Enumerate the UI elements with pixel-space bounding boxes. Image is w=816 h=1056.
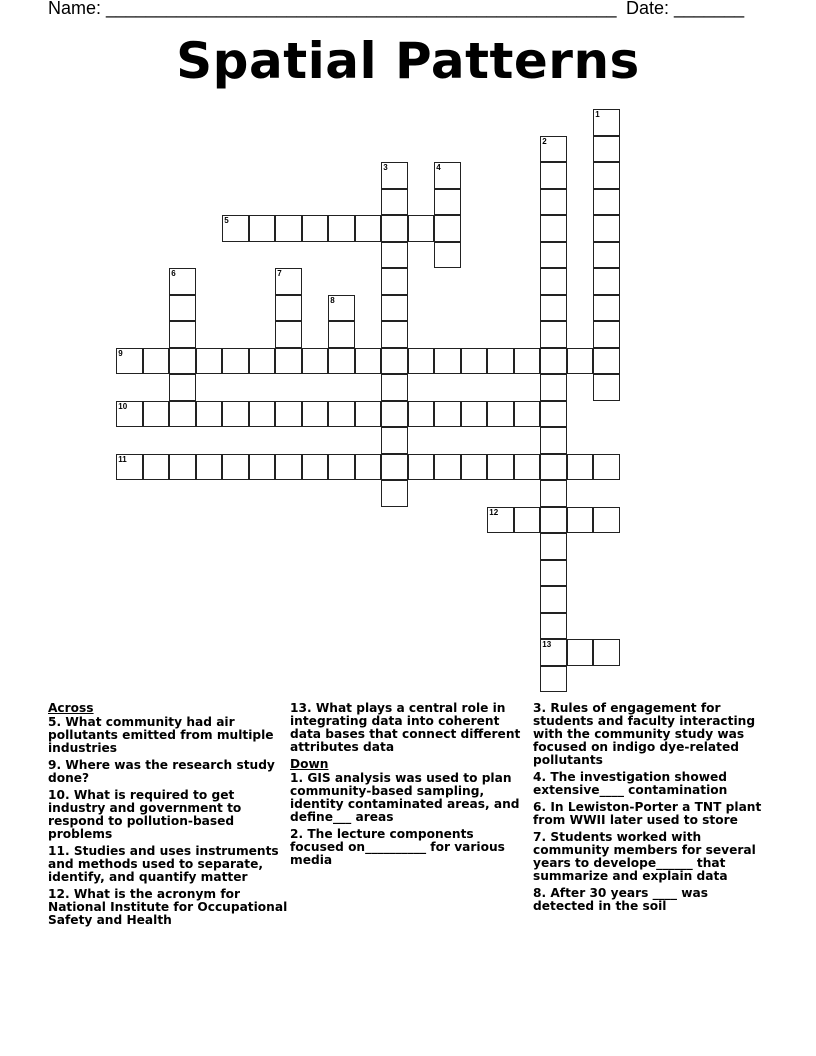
clue-down-8: [533, 887, 773, 913]
grid-cell[interactable]: [222, 401, 249, 428]
clue-down-3: [533, 702, 773, 767]
grid-cell[interactable]: [408, 401, 435, 428]
grid-cell[interactable]: [249, 401, 276, 428]
grid-cell[interactable]: [593, 507, 620, 534]
clue-text: After 30 years ____ was detected in the soil: [533, 886, 708, 913]
clue-across-9: [48, 759, 288, 785]
grid-cell[interactable]: [169, 295, 196, 322]
grid-cell[interactable]: [381, 162, 408, 189]
clue-across-10: [48, 789, 288, 841]
clue-text: GIS analysis was used to plan community-based sampling, identity contaminated areas, and define___ areas: [290, 771, 520, 824]
grid-cell[interactable]: [116, 348, 143, 375]
grid-cell[interactable]: [540, 268, 567, 295]
cell-number: 9: [118, 348, 123, 358]
grid-cell[interactable]: [381, 427, 408, 454]
grid-cell[interactable]: [540, 136, 567, 163]
grid-cell[interactable]: [355, 454, 382, 481]
cell-number: 8: [330, 295, 335, 305]
grid-cell[interactable]: [540, 189, 567, 216]
grid-cell[interactable]: [514, 401, 541, 428]
grid-cell[interactable]: [381, 295, 408, 322]
grid-cell[interactable]: [540, 401, 567, 428]
clue-text: What community had air pollutants emitted from multiple industries: [48, 715, 274, 755]
grid-cell[interactable]: [355, 401, 382, 428]
down-heading: Down: [290, 757, 329, 771]
grid-cell[interactable]: [328, 348, 355, 375]
grid-cell[interactable]: [593, 268, 620, 295]
grid-cell[interactable]: [593, 136, 620, 163]
grid-cell[interactable]: [514, 348, 541, 375]
clue-number: 1.: [290, 771, 304, 785]
grid-cell[interactable]: [143, 401, 170, 428]
grid-cell[interactable]: [275, 348, 302, 375]
grid-cell[interactable]: [222, 348, 249, 375]
clue-text: In Lewiston-Porter a TNT plant from WWII later used to store: [533, 800, 762, 827]
grid-cell[interactable]: [540, 639, 567, 666]
grid-cell[interactable]: [540, 427, 567, 454]
grid-cell[interactable]: [540, 454, 567, 481]
grid-cell[interactable]: [408, 348, 435, 375]
clue-text: What is required to get industry and government to respond to pollution-based problems: [48, 788, 242, 841]
grid-cell[interactable]: [196, 401, 223, 428]
grid-cell[interactable]: [116, 454, 143, 481]
grid-cell[interactable]: [434, 242, 461, 269]
grid-cell[interactable]: [381, 242, 408, 269]
clue-text: Where was the research study done?: [48, 758, 275, 785]
grid-cell[interactable]: [434, 454, 461, 481]
grid-cell[interactable]: [593, 189, 620, 216]
grid-cell[interactable]: [275, 454, 302, 481]
grid-cell[interactable]: [302, 401, 329, 428]
grid-cell[interactable]: [222, 215, 249, 242]
clue-number: 3.: [533, 701, 547, 715]
clue-down-1: [290, 772, 530, 824]
clues-column-2: [290, 702, 530, 871]
grid-cell[interactable]: [381, 480, 408, 507]
grid-cell[interactable]: [540, 480, 567, 507]
cell-number: 5: [224, 216, 229, 226]
grid-cell[interactable]: [593, 374, 620, 401]
clue-number: 13.: [290, 701, 312, 715]
grid-cell[interactable]: [434, 348, 461, 375]
grid-cell[interactable]: [514, 507, 541, 534]
clue-text: Rules of engagement for students and faculty interacting with the community study was focused on indigo dye-related pollutants: [533, 701, 756, 767]
grid-cell[interactable]: [328, 215, 355, 242]
clue-across-11: [48, 845, 288, 884]
grid-cell[interactable]: [434, 215, 461, 242]
grid-cell[interactable]: [275, 321, 302, 348]
clue-number: 6.: [533, 800, 547, 814]
grid-cell[interactable]: [567, 348, 594, 375]
grid-cell[interactable]: [381, 321, 408, 348]
clue-down-4: [533, 771, 773, 797]
grid-cell[interactable]: [169, 374, 196, 401]
cell-number: 13: [542, 640, 552, 650]
grid-cell[interactable]: [169, 454, 196, 481]
grid-cell[interactable]: [249, 348, 276, 375]
clue-number: 5.: [48, 715, 62, 729]
grid-cell[interactable]: [381, 268, 408, 295]
grid-cell[interactable]: [567, 639, 594, 666]
grid-cell[interactable]: [381, 454, 408, 481]
clue-text: What plays a central role in integrating data into coherent data bases that connect different attributes data: [290, 701, 521, 754]
grid-cell[interactable]: [169, 321, 196, 348]
cell-number: 3: [383, 163, 388, 173]
grid-cell[interactable]: [567, 507, 594, 534]
cell-number: 10: [118, 401, 128, 411]
grid-cell[interactable]: [593, 454, 620, 481]
grid-cell[interactable]: [540, 613, 567, 640]
clue-text: Students worked with community members for several years to develope______ that summarize and explain data: [533, 830, 756, 883]
clues-column-3: [533, 702, 773, 917]
grid-cell[interactable]: [275, 295, 302, 322]
clue-text: Studies and uses instruments and methods used to separate, identify, and quantify matter: [48, 844, 279, 884]
grid-cell[interactable]: [487, 454, 514, 481]
grid-cell[interactable]: [540, 321, 567, 348]
grid-cell[interactable]: [540, 162, 567, 189]
page-title: Spatial Patterns: [176, 32, 640, 90]
grid-cell[interactable]: [487, 348, 514, 375]
grid-cell[interactable]: [487, 507, 514, 534]
across-heading: Across: [48, 701, 94, 715]
grid-cell[interactable]: [540, 666, 567, 693]
grid-cell[interactable]: [381, 189, 408, 216]
clue-down-2: [290, 828, 530, 867]
grid-cell[interactable]: [381, 401, 408, 428]
clue-number: 11.: [48, 844, 70, 858]
grid-cell[interactable]: [169, 268, 196, 295]
clue-across-12: [48, 888, 288, 927]
grid-cell[interactable]: [540, 533, 567, 560]
grid-cell[interactable]: [540, 560, 567, 587]
grid-cell[interactable]: [514, 454, 541, 481]
grid-cell[interactable]: [381, 348, 408, 375]
grid-cell[interactable]: [328, 401, 355, 428]
grid-cell[interactable]: [328, 454, 355, 481]
cell-number: 11: [118, 454, 127, 464]
clue-down-7: [533, 831, 773, 883]
grid-cell[interactable]: [275, 215, 302, 242]
grid-cell[interactable]: [355, 215, 382, 242]
grid-cell[interactable]: [116, 401, 143, 428]
grid-cell[interactable]: [143, 348, 170, 375]
clue-number: 2.: [290, 827, 304, 841]
grid-cell[interactable]: [461, 454, 488, 481]
grid-cell[interactable]: [249, 215, 276, 242]
grid-cell[interactable]: [593, 242, 620, 269]
grid-cell[interactable]: [540, 348, 567, 375]
grid-cell[interactable]: [540, 586, 567, 613]
grid-cell[interactable]: [593, 348, 620, 375]
grid-cell[interactable]: [593, 215, 620, 242]
grid-cell[interactable]: [408, 215, 435, 242]
grid-cell[interactable]: [302, 215, 329, 242]
grid-cell[interactable]: [196, 348, 223, 375]
grid-cell[interactable]: [487, 401, 514, 428]
clue-number: 4.: [533, 770, 547, 784]
grid-cell[interactable]: [169, 401, 196, 428]
clue-text: What is the acronym for National Institute for Occupational Safety and Health: [48, 887, 288, 927]
clue-text: The lecture components focused on__________ for various media: [290, 827, 505, 867]
grid-cell[interactable]: [249, 454, 276, 481]
grid-cell[interactable]: [540, 374, 567, 401]
name-field: Name: ___________________________________________________: [48, 0, 617, 18]
grid-cell[interactable]: [275, 268, 302, 295]
clue-across-13: [290, 702, 530, 754]
cell-number: 4: [436, 163, 441, 173]
cell-number: 2: [542, 136, 547, 146]
cell-number: 7: [277, 269, 282, 279]
cell-number: 12: [489, 507, 499, 517]
cell-number: 1: [595, 110, 600, 120]
grid-cell[interactable]: [540, 295, 567, 322]
grid-cell[interactable]: [540, 242, 567, 269]
grid-cell[interactable]: [593, 295, 620, 322]
grid-cell[interactable]: [434, 189, 461, 216]
grid-cell[interactable]: [540, 215, 567, 242]
grid-cell[interactable]: [328, 295, 355, 322]
clue-number: 12.: [48, 887, 70, 901]
grid-cell[interactable]: [434, 162, 461, 189]
grid-cell[interactable]: [567, 454, 594, 481]
grid-cell[interactable]: [169, 348, 196, 375]
grid-cell[interactable]: [381, 374, 408, 401]
grid-cell[interactable]: [408, 454, 435, 481]
clue-text: The investigation showed extensive____ contamination: [533, 770, 728, 797]
grid-cell[interactable]: [381, 215, 408, 242]
grid-cell[interactable]: [196, 454, 223, 481]
grid-cell[interactable]: [593, 162, 620, 189]
clue-across-5: [48, 716, 288, 755]
grid-cell[interactable]: [593, 109, 620, 136]
clues-column-1: [48, 702, 288, 931]
grid-cell[interactable]: [461, 348, 488, 375]
grid-cell[interactable]: [222, 454, 249, 481]
grid-cell[interactable]: [328, 321, 355, 348]
grid-cell[interactable]: [593, 639, 620, 666]
clue-down-6: [533, 801, 773, 827]
grid-cell[interactable]: [593, 321, 620, 348]
grid-cell[interactable]: [461, 401, 488, 428]
grid-cell[interactable]: [434, 401, 461, 428]
clue-number: 8.: [533, 886, 547, 900]
cell-number: 6: [171, 269, 176, 279]
grid-cell[interactable]: [143, 454, 170, 481]
clue-number: 9.: [48, 758, 62, 772]
grid-cell[interactable]: [302, 348, 329, 375]
clue-number: 10.: [48, 788, 70, 802]
clue-number: 7.: [533, 830, 547, 844]
grid-cell[interactable]: [540, 507, 567, 534]
grid-cell[interactable]: [355, 348, 382, 375]
date-field: Date: _______: [626, 0, 745, 18]
grid-cell[interactable]: [275, 401, 302, 428]
grid-cell[interactable]: [302, 454, 329, 481]
